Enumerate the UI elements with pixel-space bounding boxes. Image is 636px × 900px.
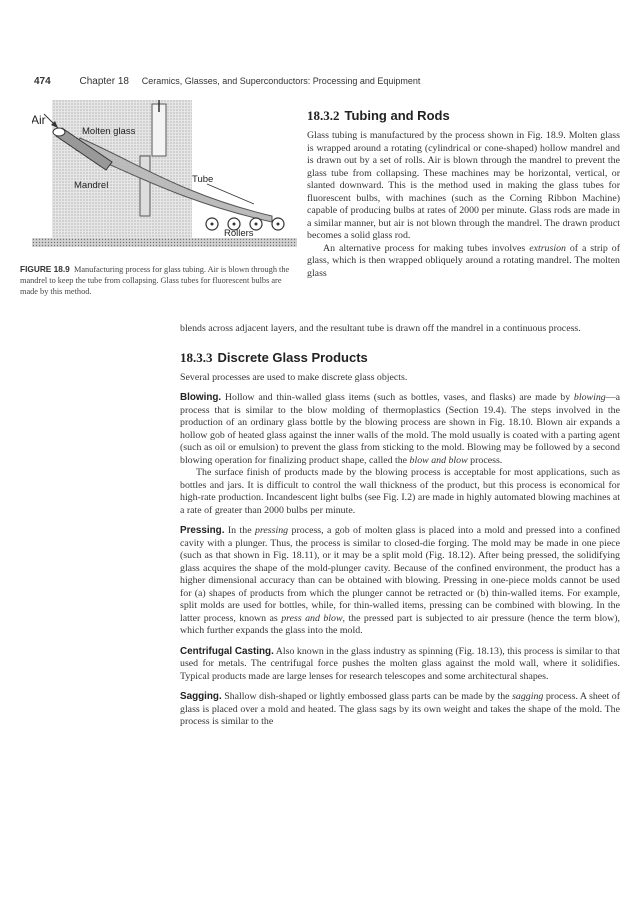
tubing-process-diagram bbox=[32, 100, 297, 260]
discrete-intro: Several processes are used to make discrete glass objects. bbox=[180, 371, 408, 383]
figure-18-9 bbox=[32, 100, 297, 260]
section-heading-18-3-2: 18.3.2 Tubing and Rods bbox=[307, 108, 450, 123]
section-heading-18-3-3: 18.3.3 Discrete Glass Products bbox=[180, 349, 368, 365]
sagging-paragraph: Sagging. Shallow dish-shaped or lightly embossed glass parts can be made by the sagging process. A sheet of glass is placed over a mold and heated. The glass sags by its own weight and takes the shape of the mold. The process is similar to the bbox=[180, 691, 621, 727]
label-mandrel: Mandrel bbox=[74, 180, 109, 191]
tubing-paragraph-2-continued: blends across adjacent layers, and the resultant tube is drawn off the mandrel in a continuous process. bbox=[180, 323, 581, 334]
pressing-paragraph: Pressing. In the pressing process, a gob of molten glass is placed into a mold and pressed into a confined cavity with a plunger. Thus, the process is similar to closed-die forging. The mold may be made in one piece (such as that shown in Fig. 18.11), or it may be a split mold (Fig. 18.12). After being pressed, the solidifying glass acquires the shape of the mold-plunger cavity. Because of the confined environment, the product has a higher dimensional accuracy than can be obtained with blowing. Pressing in one-piece molds cannot be used for (a) shapes of products from which the plunger cannot be retracted or (b) thin-walled items. For example, split molds are used for bottles, while, for thin-walled items, pressing can be combined with blowing. In the latter process, known as press and blow, the pressed part is subjected to air pressure (hence the term blow), which further expands the glass into the mold. bbox=[180, 525, 621, 636]
roller-hub bbox=[211, 223, 214, 226]
figure-caption bbox=[20, 264, 292, 298]
chapter-title: Ceramics, Glasses, and Superconductors: Processing and Equipment bbox=[141, 76, 421, 86]
blowing-paragraph-2: The surface finish of products made by the blowing process is acceptable for most applications, such as bottles and jars. It is difficult to control the wall thickness of the product, but this process is economical for high-rate production. Incandescent light bulbs (see Fig. I.2) are made in highly automated blowing machines at a rate of greater than 2000 bulbs per minute. bbox=[180, 467, 620, 516]
mandrel-support bbox=[140, 156, 150, 216]
centrifugal-paragraph: Centrifugal Casting. Also known in the glass industry as spinning (Fig. 18.13), this process is similar to that used for metals. The centrifugal force pushes the molten glass against the mold wall, where it solidifies. Typical products made are large lenses for research telescopes and some architectural shapes. bbox=[180, 645, 620, 682]
main-column bbox=[180, 323, 620, 729]
running-header bbox=[34, 76, 616, 87]
roller-hub bbox=[277, 223, 280, 226]
roller-hub bbox=[255, 223, 258, 226]
page-number: 474 bbox=[34, 76, 51, 87]
caption-text: Manufacturing process for glass tubing. Air is blown through the mandrel to keep the tube from collapsing. Glass tubes for fluorescent bulbs are made by this method. bbox=[20, 265, 290, 297]
tubing-paragraph-1: Glass tubing is manufactured by the process shown in Fig. 18.9. Molten glass is wrapped around a rotating (cylindrical or cone-shaped) hollow mandrel and is drawn out by a set of rolls. Air is blown through the mandrel to prevent the glass tube from collapsing. These machines may be horizontal, vertical, or slanted downward. This is the method used in making the glass tubes for fluorescent bulbs, with machines (such as the Corning Ribbon Machine) capable of producing bulbs at rates of 2000 per minute. Glass rods are made in a similar manner, but air is not blown through the mandrel. The drawn product becomes a solid glass rod. bbox=[307, 130, 620, 241]
chapter-label: Chapter 18 bbox=[79, 76, 129, 87]
roller-hub bbox=[233, 223, 236, 226]
label-air: Air bbox=[32, 113, 46, 127]
section-18-3-2-column bbox=[307, 108, 620, 280]
floor bbox=[32, 238, 297, 247]
label-tube: Tube bbox=[192, 174, 214, 185]
label-rollers: Rollers bbox=[224, 228, 254, 239]
caption-label: FIGURE 18.9 bbox=[20, 264, 70, 274]
tubing-paragraph-2: An alternative process for making tubes involves extrusion of a strip of glass, which is then wrapped obliquely around a rotating mandrel. The molten glass bbox=[307, 242, 620, 279]
mandrel-opening bbox=[53, 128, 65, 136]
label-molten-glass: Molten glass bbox=[82, 126, 136, 137]
blowing-paragraph: Blowing. Hollow and thin-walled glass items (such as bottles, vases, and flasks) are made by blowing—a process that is similar to the blow molding of thermoplastics (Section 19.4). The steps involved in the production of an ordinary glass bottle by the blowing process are shown in Fig. 18.10. Blown air expands a hollow gob of heated glass against the inner walls of the mold. The mold usually is coated with a parting agent (such as oil or emulsion) to prevent the glass from sticking to the mold. Blowing may be followed by a second blowing operation for finalizing product shape, called the blow and blow process. bbox=[180, 392, 620, 466]
